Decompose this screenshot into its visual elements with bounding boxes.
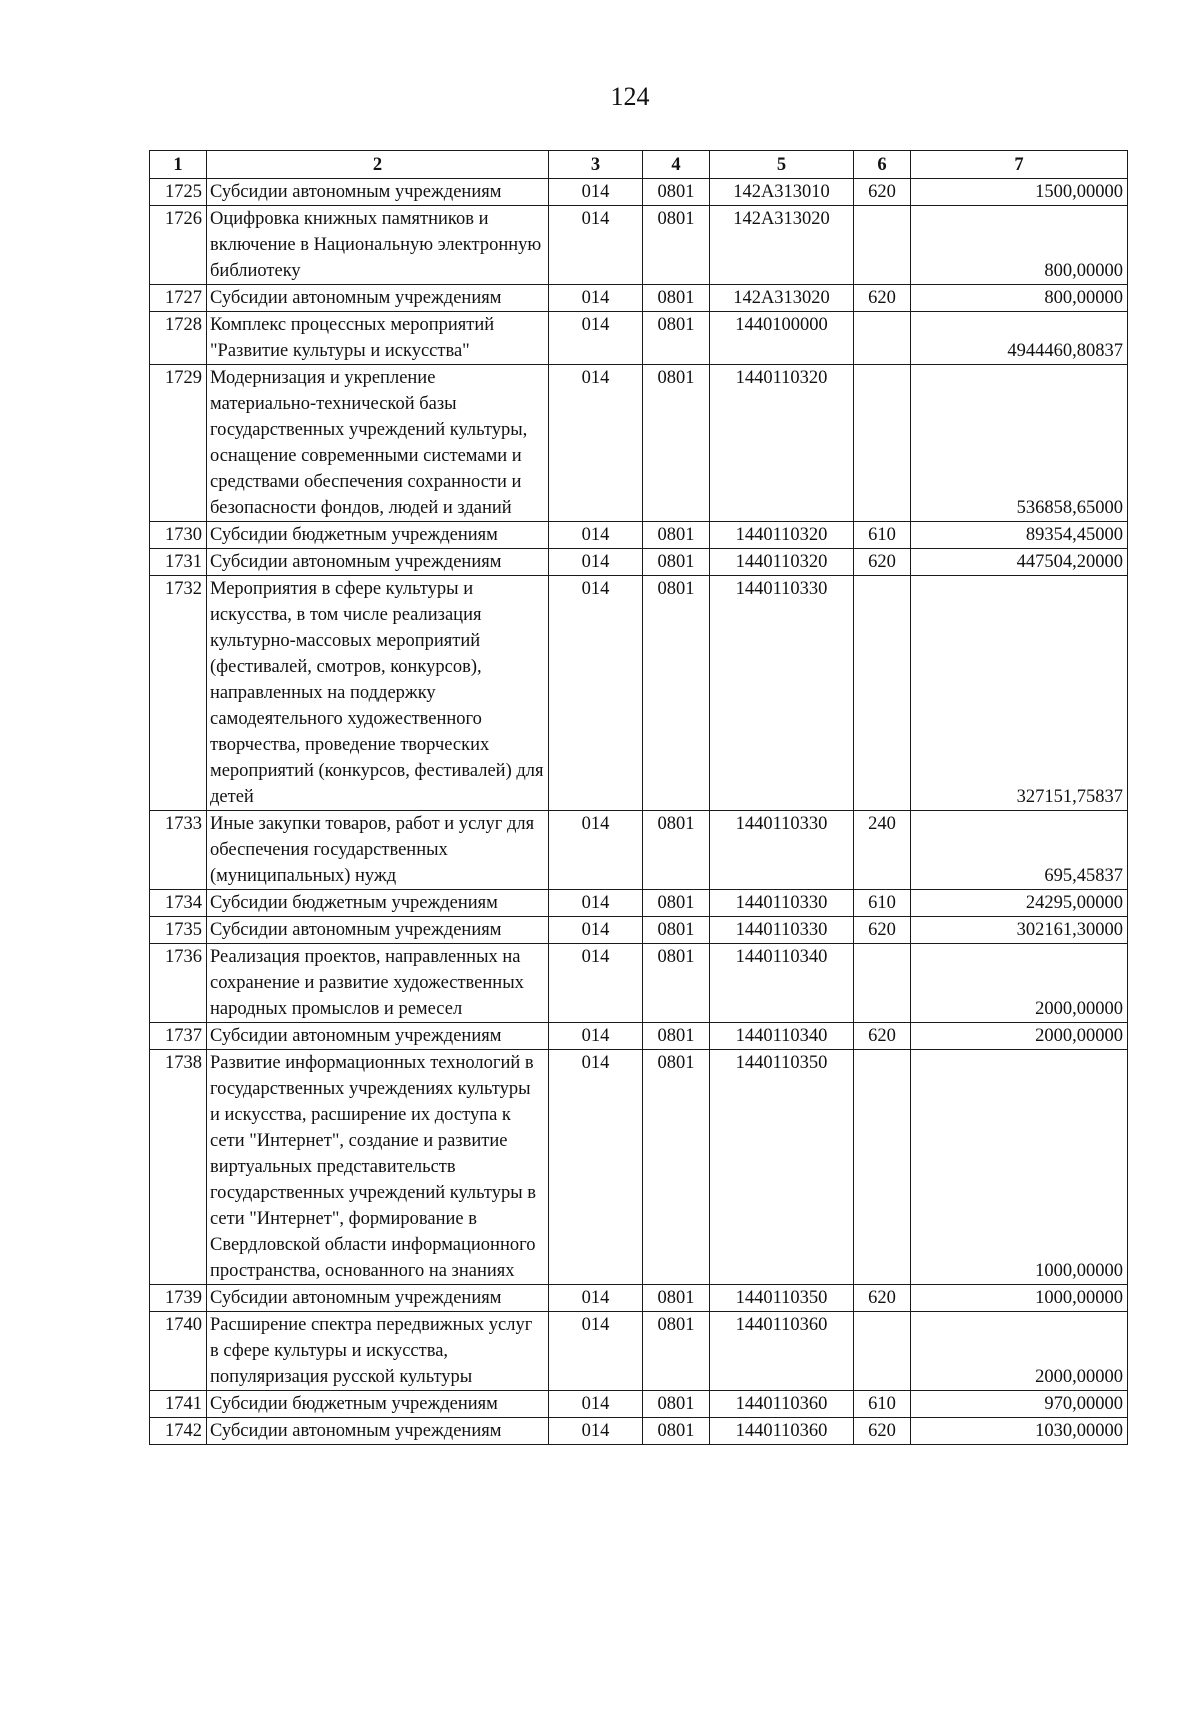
row-code-6 <box>854 365 911 522</box>
header-cell: 4 <box>643 151 710 179</box>
row-code-4: 0801 <box>643 1050 710 1285</box>
row-code-3: 014 <box>549 576 643 811</box>
row-code-5: 1440110330 <box>710 890 854 917</box>
row-number: 1736 <box>150 944 207 1023</box>
table-row <box>150 890 1128 917</box>
row-code-4: 0801 <box>643 1285 710 1312</box>
row-amount: 1000,00000 <box>911 1050 1128 1285</box>
row-amount: 2000,00000 <box>911 944 1128 1023</box>
row-amount: 1030,00000 <box>911 1418 1128 1445</box>
row-amount: 4944460,80837 <box>911 312 1128 365</box>
header-cell: 5 <box>710 151 854 179</box>
row-code-3: 014 <box>549 890 643 917</box>
row-name: Комплекс процессных мероприятий "Развитие культуры и искусства" <box>207 312 549 365</box>
row-name: Субсидии бюджетным учреждениям <box>207 890 549 917</box>
row-code-4: 0801 <box>643 1418 710 1445</box>
row-name: Иные закупки товаров, работ и услуг для обеспечения государственных (муниципальных) нужд <box>207 811 549 890</box>
row-name: Расширение спектра передвижных услуг в сфере культуры и искусства, популяризация русской культуры <box>207 1312 549 1391</box>
row-amount: 970,00000 <box>911 1391 1128 1418</box>
row-code-5: 1440110350 <box>710 1285 854 1312</box>
row-number: 1737 <box>150 1023 207 1050</box>
row-number: 1739 <box>150 1285 207 1312</box>
row-code-6: 620 <box>854 1023 911 1050</box>
row-code-3: 014 <box>549 285 643 312</box>
table-row <box>150 1023 1128 1050</box>
table-row <box>150 811 1128 890</box>
table-row <box>150 1418 1128 1445</box>
row-code-4: 0801 <box>643 285 710 312</box>
row-code-3: 014 <box>549 1050 643 1285</box>
row-code-5: 1440110320 <box>710 549 854 576</box>
header-cell: 7 <box>911 151 1128 179</box>
table-row <box>150 1391 1128 1418</box>
row-code-4: 0801 <box>643 1391 710 1418</box>
table-row <box>150 944 1128 1023</box>
row-code-3: 014 <box>549 1418 643 1445</box>
row-number: 1738 <box>150 1050 207 1285</box>
row-amount: 800,00000 <box>911 206 1128 285</box>
row-name: Субсидии автономным учреждениям <box>207 1285 549 1312</box>
row-code-6: 620 <box>854 549 911 576</box>
header-cell: 6 <box>854 151 911 179</box>
row-code-4: 0801 <box>643 522 710 549</box>
row-amount: 800,00000 <box>911 285 1128 312</box>
row-amount: 695,45837 <box>911 811 1128 890</box>
row-code-5: 142A313020 <box>710 285 854 312</box>
row-number: 1726 <box>150 206 207 285</box>
row-name: Субсидии бюджетным учреждениям <box>207 522 549 549</box>
row-name: Субсидии автономным учреждениям <box>207 1023 549 1050</box>
row-code-6: 610 <box>854 522 911 549</box>
row-number: 1730 <box>150 522 207 549</box>
row-code-6: 610 <box>854 1391 911 1418</box>
row-code-4: 0801 <box>643 312 710 365</box>
row-code-6 <box>854 1050 911 1285</box>
row-code-4: 0801 <box>643 206 710 285</box>
row-code-4: 0801 <box>643 1023 710 1050</box>
table-body <box>150 179 1128 1445</box>
row-number: 1732 <box>150 576 207 811</box>
row-code-6: 620 <box>854 179 911 206</box>
row-number: 1742 <box>150 1418 207 1445</box>
row-amount: 89354,45000 <box>911 522 1128 549</box>
row-number: 1733 <box>150 811 207 890</box>
row-code-6: 620 <box>854 1285 911 1312</box>
row-code-4: 0801 <box>643 179 710 206</box>
row-code-4: 0801 <box>643 811 710 890</box>
row-code-3: 014 <box>549 365 643 522</box>
row-name: Субсидии автономным учреждениям <box>207 179 549 206</box>
row-code-5: 1440110340 <box>710 1023 854 1050</box>
table-row <box>150 576 1128 811</box>
budget-table <box>149 150 1128 1445</box>
row-code-6 <box>854 312 911 365</box>
row-code-6 <box>854 206 911 285</box>
row-code-6 <box>854 944 911 1023</box>
row-amount: 1500,00000 <box>911 179 1128 206</box>
row-name: Оцифровка книжных памятников и включение в Национальную электронную библиотеку <box>207 206 549 285</box>
row-code-4: 0801 <box>643 917 710 944</box>
row-name: Субсидии автономным учреждениям <box>207 1418 549 1445</box>
row-code-4: 0801 <box>643 890 710 917</box>
table-row <box>150 206 1128 285</box>
table-row <box>150 549 1128 576</box>
row-name: Мероприятия в сфере культуры и искусства, в том числе реализация культурно-массовых мероприятий (фестивалей, смотров, конкурсов), направленных на поддержку самодеятельного художественного творчества, проведение творческих мероприятий (конкурсов, фестивалей) для детей <box>207 576 549 811</box>
header-cell: 2 <box>207 151 549 179</box>
row-number: 1725 <box>150 179 207 206</box>
row-amount: 2000,00000 <box>911 1023 1128 1050</box>
page-number: 124 <box>610 82 650 111</box>
row-name: Реализация проектов, направленных на сохранение и развитие художественных народных промыслов и ремесел <box>207 944 549 1023</box>
row-number: 1727 <box>150 285 207 312</box>
row-code-5: 1440110330 <box>710 576 854 811</box>
table-row <box>150 285 1128 312</box>
row-code-6: 240 <box>854 811 911 890</box>
header-cell: 1 <box>150 151 207 179</box>
table-row <box>150 1312 1128 1391</box>
row-amount: 536858,65000 <box>911 365 1128 522</box>
row-number: 1734 <box>150 890 207 917</box>
row-code-4: 0801 <box>643 1312 710 1391</box>
row-name: Субсидии автономным учреждениям <box>207 285 549 312</box>
row-code-3: 014 <box>549 522 643 549</box>
row-name: Субсидии бюджетным учреждениям <box>207 1391 549 1418</box>
row-code-5: 1440110360 <box>710 1391 854 1418</box>
row-code-3: 014 <box>549 312 643 365</box>
row-code-5: 1440110320 <box>710 365 854 522</box>
row-code-3: 014 <box>549 917 643 944</box>
row-code-4: 0801 <box>643 944 710 1023</box>
row-code-3: 014 <box>549 179 643 206</box>
row-code-3: 014 <box>549 944 643 1023</box>
row-code-5: 142A313010 <box>710 179 854 206</box>
row-code-5: 1440110350 <box>710 1050 854 1285</box>
row-amount: 1000,00000 <box>911 1285 1128 1312</box>
table-row <box>150 917 1128 944</box>
row-amount: 447504,20000 <box>911 549 1128 576</box>
row-code-5: 1440110320 <box>710 522 854 549</box>
table-row <box>150 365 1128 522</box>
row-code-3: 014 <box>549 1285 643 1312</box>
row-code-4: 0801 <box>643 549 710 576</box>
row-name: Субсидии автономным учреждениям <box>207 549 549 576</box>
table-row <box>150 1050 1128 1285</box>
row-code-6: 620 <box>854 285 911 312</box>
row-amount: 327151,75837 <box>911 576 1128 811</box>
row-number: 1729 <box>150 365 207 522</box>
row-code-6: 620 <box>854 1418 911 1445</box>
row-code-6: 620 <box>854 917 911 944</box>
row-code-5: 1440110360 <box>710 1312 854 1391</box>
row-number: 1735 <box>150 917 207 944</box>
row-code-4: 0801 <box>643 576 710 811</box>
row-amount: 24295,00000 <box>911 890 1128 917</box>
row-code-3: 014 <box>549 549 643 576</box>
row-code-6 <box>854 576 911 811</box>
table-row <box>150 312 1128 365</box>
header-cell: 3 <box>549 151 643 179</box>
row-code-3: 014 <box>549 1391 643 1418</box>
row-number: 1740 <box>150 1312 207 1391</box>
row-number: 1728 <box>150 312 207 365</box>
row-code-5: 1440110340 <box>710 944 854 1023</box>
table-row <box>150 522 1128 549</box>
row-code-5: 142A313020 <box>710 206 854 285</box>
row-amount: 2000,00000 <box>911 1312 1128 1391</box>
row-code-4: 0801 <box>643 365 710 522</box>
row-code-6: 610 <box>854 890 911 917</box>
row-code-6 <box>854 1312 911 1391</box>
row-amount: 302161,30000 <box>911 917 1128 944</box>
row-code-3: 014 <box>549 811 643 890</box>
row-code-5: 1440110330 <box>710 917 854 944</box>
row-name: Развитие информационных технологий в государственных учреждениях культуры и искусства, расширение их доступа к сети "Интернет", создание и развитие виртуальных представительств государственных учреждений культуры в сети "Интернет", формирование в Свердловской области информационного пространства, основанного на знаниях <box>207 1050 549 1285</box>
row-code-3: 014 <box>549 1312 643 1391</box>
row-number: 1731 <box>150 549 207 576</box>
table-row <box>150 179 1128 206</box>
header-row <box>150 151 1128 179</box>
row-code-5: 1440110360 <box>710 1418 854 1445</box>
row-code-5: 1440110330 <box>710 811 854 890</box>
row-code-3: 014 <box>549 1023 643 1050</box>
row-code-5: 1440100000 <box>710 312 854 365</box>
row-number: 1741 <box>150 1391 207 1418</box>
row-code-3: 014 <box>549 206 643 285</box>
table-row <box>150 1285 1128 1312</box>
row-name: Модернизация и укрепление материально-технической базы государственных учреждений культуры, оснащение современными системами и средствами обеспечения сохранности и безопасности фондов, людей и зданий <box>207 365 549 522</box>
row-name: Субсидии автономным учреждениям <box>207 917 549 944</box>
